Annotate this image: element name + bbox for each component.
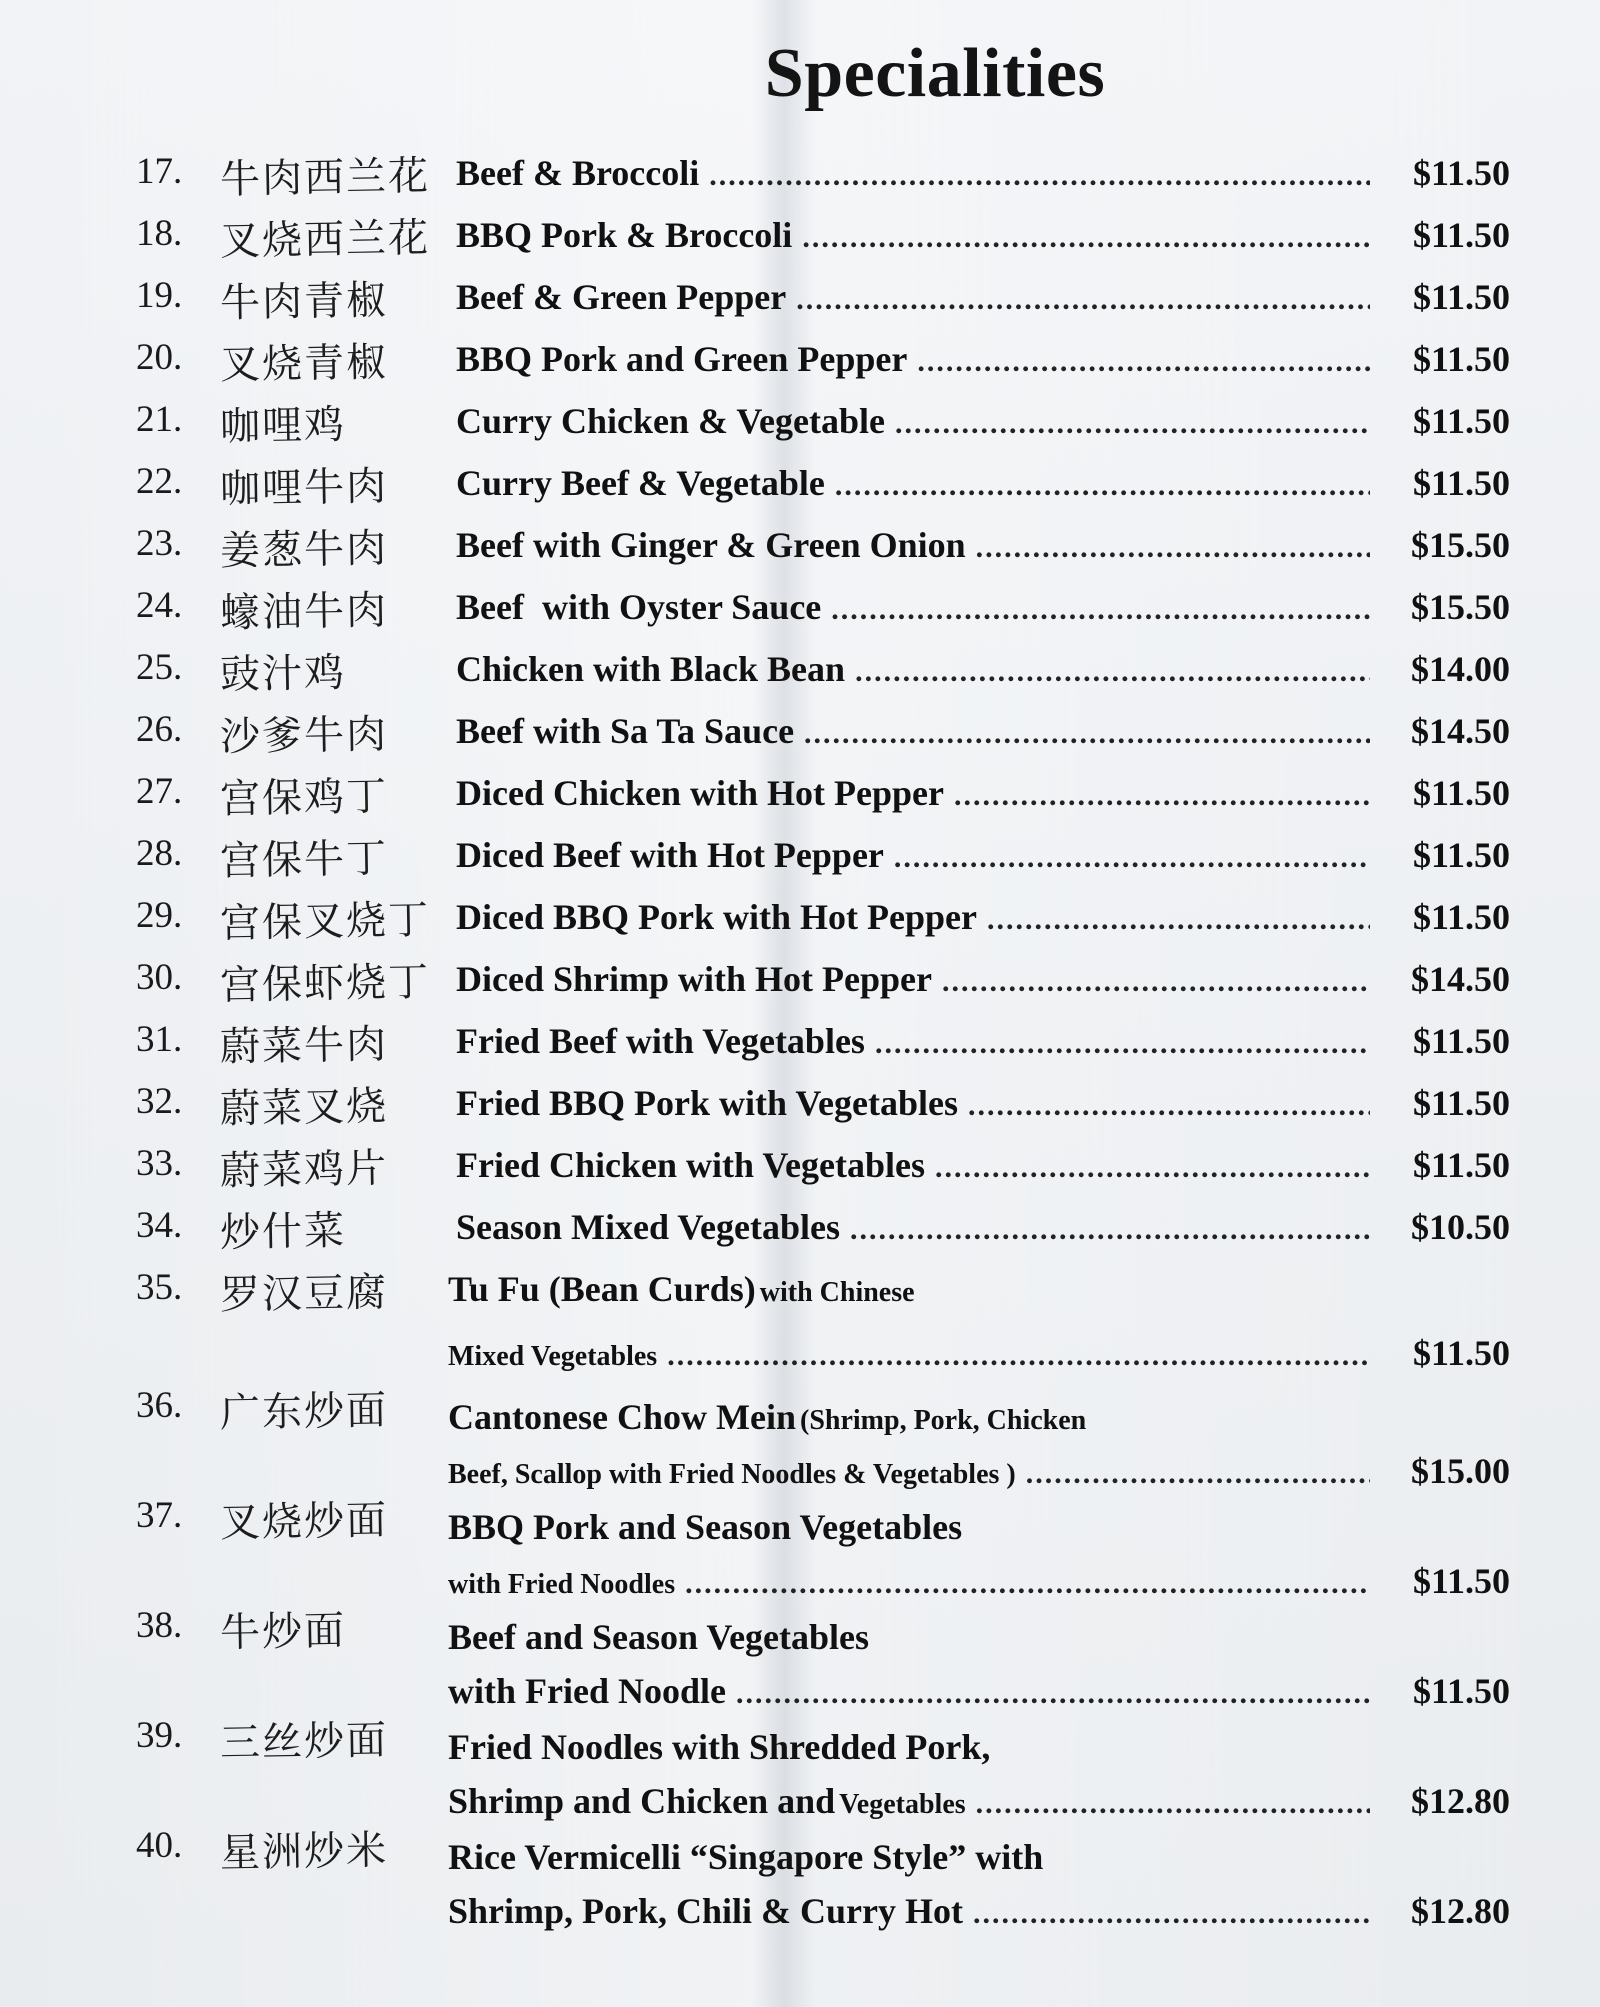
item-number: 40.: [136, 1825, 183, 1866]
item-name-note: with Chinese: [759, 1277, 915, 1308]
item-price: $11.50: [1412, 897, 1510, 937]
item-number: 17.: [136, 151, 183, 192]
item-price: $12.80: [1411, 1891, 1510, 1931]
item-name: Diced Shrimp with Hot Pepper: [456, 959, 932, 999]
menu-item: [0, 1824, 1600, 1934]
item-name: BBQ Pork and Green Pepper: [456, 339, 908, 379]
page-title: Specialities: [764, 35, 1106, 112]
item-name: Beef with Ginger & Green Onion: [456, 525, 966, 565]
item-number: 20.: [136, 337, 183, 378]
item-number: 29.: [136, 895, 183, 936]
item-name: Chicken with Black Bean: [456, 649, 846, 689]
item-name-line2: with Fried Noodle: [448, 1671, 726, 1711]
leader-dots: [917, 345, 1370, 379]
leader-dots: [942, 965, 1370, 999]
item-number: 30.: [136, 957, 183, 998]
item-name-line1: Rice Vermicelli “Singapore Style” with: [448, 1837, 1044, 1877]
leader-dots: [855, 655, 1370, 689]
item-number: 26.: [136, 709, 183, 750]
menu-item: [0, 646, 1600, 702]
menu-item: [0, 274, 1600, 330]
item-chinese-name: 豉汁鸡: [219, 649, 347, 699]
item-name-line2: Beef, Scallop with Fried Noodles & Vegetables ): [448, 1459, 1016, 1490]
item-number: 24.: [136, 585, 183, 626]
menu-item: [0, 1714, 1600, 1824]
item-price: $11.50: [1412, 1561, 1510, 1601]
item-number: 32.: [136, 1081, 183, 1122]
item-price: $11.50: [1412, 1021, 1510, 1061]
menu-item: [0, 1604, 1600, 1714]
item-name: Fried BBQ Pork with Vegetables: [456, 1083, 958, 1123]
item-number: 31.: [136, 1019, 183, 1060]
item-price: $11.50: [1412, 773, 1510, 813]
item-chinese-name: 牛肉西兰花: [219, 153, 431, 203]
item-number: 25.: [136, 647, 183, 688]
item-number: 33.: [136, 1143, 183, 1184]
leader-dots: [804, 717, 1370, 751]
item-chinese-name: 宫保鸡丁: [219, 773, 389, 823]
item-chinese-name: 叉烧炒面: [219, 1497, 389, 1547]
leader-dots: [935, 1151, 1370, 1185]
item-chinese-name: 蔚菜牛肉: [219, 1021, 389, 1071]
item-price: $11.50: [1412, 339, 1510, 379]
item-number: 19.: [136, 275, 183, 316]
menu-item: [0, 1142, 1600, 1198]
leader-dots: [968, 1089, 1370, 1123]
item-chinese-name: 咖哩鸡: [219, 401, 347, 451]
item-price: $12.80: [1411, 1781, 1510, 1821]
item-name: Diced Beef with Hot Pepper: [456, 835, 884, 875]
item-price: $11.50: [1412, 277, 1510, 317]
item-chinese-name: 宫保虾烧丁: [219, 959, 431, 1009]
item-name: Curry Beef & Vegetable: [456, 463, 825, 503]
item-chinese-name: 炒什菜: [219, 1207, 347, 1257]
item-chinese-name: 宫保叉烧丁: [219, 897, 431, 947]
item-chinese-name: 蠔油牛肉: [219, 587, 389, 637]
menu-item: [0, 212, 1600, 268]
item-price: $15.00: [1411, 1451, 1510, 1491]
item-chinese-name: 牛肉青椒: [219, 277, 389, 327]
leader-dots: [954, 779, 1370, 813]
leader-dots: [796, 283, 1370, 317]
item-number: 22.: [136, 461, 183, 502]
leader-dots: [850, 1213, 1370, 1247]
menu-item: [0, 1384, 1600, 1494]
item-number: 34.: [136, 1205, 183, 1246]
item-chinese-name: 叉烧西兰花: [219, 215, 431, 265]
item-price: $11.50: [1412, 1145, 1510, 1185]
item-name-note: Vegetables: [839, 1789, 966, 1820]
leader-dots: [709, 159, 1370, 193]
leader-dots: [667, 1339, 1370, 1373]
leader-dots: [987, 903, 1370, 937]
item-name: BBQ Pork & Broccoli: [456, 215, 793, 255]
item-chinese-name: 咖哩牛肉: [219, 463, 389, 513]
menu-item: [0, 1018, 1600, 1074]
item-number: 38.: [136, 1605, 183, 1646]
leader-dots: [875, 1027, 1370, 1061]
item-name-line1: Fried Noodles with Shredded Pork,: [448, 1727, 991, 1767]
item-chinese-name: 姜葱牛肉: [219, 525, 389, 575]
menu-item: [0, 150, 1600, 206]
menu-item: [0, 708, 1600, 764]
leader-dots: [736, 1677, 1370, 1711]
item-chinese-name: 牛炒面: [219, 1607, 347, 1657]
leader-dots: [976, 531, 1370, 565]
item-chinese-name: 蔚菜鸡片: [219, 1145, 389, 1195]
leader-dots: [802, 221, 1370, 255]
item-price: $11.50: [1412, 153, 1510, 193]
item-name: Diced BBQ Pork with Hot Pepper: [456, 897, 977, 937]
item-price: $14.50: [1411, 959, 1510, 999]
item-number: 39.: [136, 1715, 183, 1756]
leader-dots: [831, 593, 1370, 627]
item-name-line1: Beef and Season Vegetables: [448, 1617, 870, 1657]
item-price: $11.50: [1412, 1671, 1510, 1711]
item-price: $11.50: [1412, 463, 1510, 503]
leader-dots: [685, 1567, 1370, 1601]
menu-item: [0, 522, 1600, 578]
item-name-line2: with Fried Noodles: [448, 1569, 676, 1600]
item-chinese-name: 三丝炒面: [219, 1717, 389, 1767]
item-name-line1: BBQ Pork and Season Vegetables: [448, 1507, 963, 1547]
item-price: $15.50: [1411, 587, 1510, 627]
leader-dots: [1026, 1457, 1370, 1491]
menu-item: [0, 1204, 1600, 1260]
item-price: $11.50: [1412, 1083, 1510, 1123]
item-name-line2: Shrimp, Pork, Chili & Curry Hot: [448, 1891, 964, 1931]
menu-item: [0, 956, 1600, 1012]
menu-item: [0, 584, 1600, 640]
item-number: 36.: [136, 1385, 183, 1426]
item-name-line2: Shrimp and Chicken and: [448, 1781, 836, 1821]
item-number: 18.: [136, 213, 183, 254]
item-chinese-name: 沙爹牛肉: [219, 711, 389, 761]
item-price: $11.50: [1412, 1333, 1510, 1373]
item-chinese-name: 蔚菜叉烧: [219, 1083, 389, 1133]
menu-item: [0, 1080, 1600, 1136]
item-number: 27.: [136, 771, 183, 812]
item-name-note: (Shrimp, Pork, Chicken: [800, 1405, 1087, 1436]
leader-dots: [973, 1897, 1370, 1931]
item-number: 28.: [136, 833, 183, 874]
item-price: $14.00: [1411, 649, 1510, 689]
menu-item: [0, 336, 1600, 392]
item-name: Beef with Oyster Sauce: [456, 587, 822, 627]
item-number: 21.: [136, 399, 183, 440]
item-chinese-name: 广东炒面: [219, 1387, 389, 1437]
item-chinese-name: 叉烧青椒: [219, 339, 389, 389]
menu-item: [0, 1266, 1600, 1376]
item-price: $14.50: [1411, 711, 1510, 751]
item-name: Season Mixed Vegetables: [456, 1207, 841, 1247]
menu-item: [0, 1494, 1600, 1604]
item-name: Curry Chicken & Vegetable: [456, 401, 885, 441]
item-price: $11.50: [1412, 401, 1510, 441]
item-price: $10.50: [1411, 1207, 1510, 1247]
item-price: $11.50: [1412, 215, 1510, 255]
item-number: 37.: [136, 1495, 183, 1536]
item-price: $11.50: [1412, 835, 1510, 875]
item-name: Fried Beef with Vegetables: [456, 1021, 865, 1061]
leader-dots: [835, 469, 1370, 503]
item-price: $15.50: [1411, 525, 1510, 565]
item-number: 35.: [136, 1267, 183, 1308]
leader-dots: [895, 407, 1370, 441]
item-number: 23.: [136, 523, 183, 564]
item-chinese-name: 罗汉豆腐: [219, 1269, 389, 1319]
item-name: Beef with Sa Ta Sauce: [456, 711, 795, 751]
item-name: Fried Chicken with Vegetables: [456, 1145, 926, 1185]
item-name-line2: Mixed Vegetables: [448, 1341, 658, 1372]
menu-item: [0, 398, 1600, 454]
item-name: Beef & Green Pepper: [456, 277, 787, 317]
item-name: Beef & Broccoli: [456, 153, 700, 193]
item-name: Diced Chicken with Hot Pepper: [456, 773, 944, 813]
menu-item: [0, 832, 1600, 888]
item-name-line1: Cantonese Chow Mein: [448, 1397, 796, 1437]
menu-item: [0, 894, 1600, 950]
leader-dots: [894, 841, 1370, 875]
menu-item: [0, 460, 1600, 516]
item-name-line1: Tu Fu (Bean Curds): [448, 1269, 756, 1309]
item-chinese-name: 星洲炒米: [219, 1827, 389, 1877]
item-chinese-name: 宫保牛丁: [219, 835, 389, 885]
menu-item: [0, 770, 1600, 826]
leader-dots: [976, 1787, 1370, 1821]
